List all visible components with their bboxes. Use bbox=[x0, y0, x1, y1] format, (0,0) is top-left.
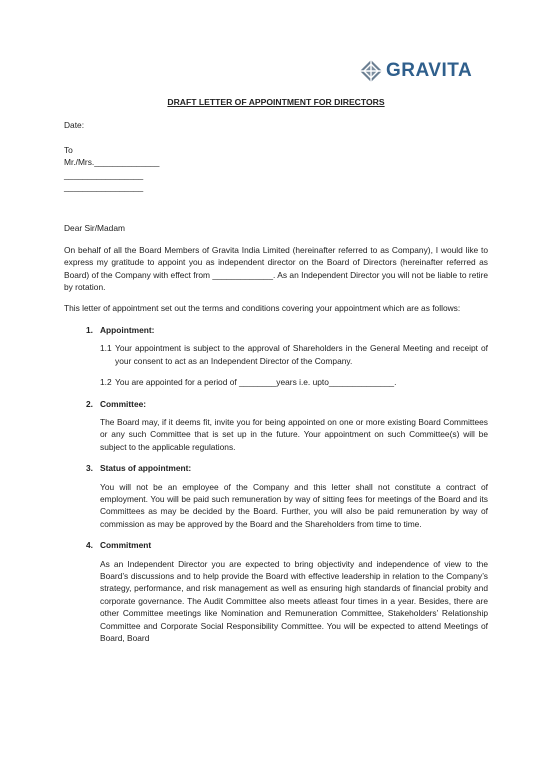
logo-text: GRAVITA bbox=[386, 60, 473, 81]
section-number: 2. bbox=[86, 398, 93, 409]
section-heading bbox=[86, 324, 488, 336]
clause-text: You are appointed for a period of ________years i.e. upto______________. bbox=[115, 377, 397, 388]
section-committee bbox=[86, 398, 488, 454]
gravita-logo-icon bbox=[360, 60, 382, 82]
section-number: 3. bbox=[86, 463, 93, 474]
section-body: You will not be an employee of the Company and this letter shall not constitute a contract of employment. You will be paid such remuneration by way of sitting fees for meetings of the Board and its Committees as may be decided by the Board. Further, you will also be paid remuneration by way of commission as may be approved by the Board and the Shareholders from time to time. bbox=[100, 481, 488, 529]
document-title: DRAFT LETTER OF APPOINTMENT FOR DIRECTORS bbox=[167, 97, 385, 107]
section-number: 4. bbox=[86, 540, 93, 551]
section-title: Committee: bbox=[100, 398, 147, 409]
address-line-3: _________________ bbox=[64, 182, 144, 193]
section-appointment bbox=[86, 324, 488, 389]
salutation: Dear Sir/Madam bbox=[64, 223, 125, 234]
section-status bbox=[86, 462, 488, 530]
section-number: 1. bbox=[86, 324, 93, 335]
address-to: To bbox=[64, 144, 73, 155]
section-heading bbox=[86, 462, 488, 474]
section-heading bbox=[86, 539, 488, 551]
clause-number: 1.1 bbox=[100, 343, 112, 354]
section-title: Status of appointment: bbox=[100, 463, 192, 474]
section-body: As an Independent Director you are expected to bring objectivity and independence of view to the Board’s discussions and to help provide the Board with effective leadership in relation to the Company’s strategy, performance, and risk management as well as ensuring high standards of financial probity and corporate governance. The Audit Committee also meets atleast four times in a year. Besides, there are other Committee meetings like Nomination and Remuneration Committee, Stakeholders’ Relationship Committee and Corporate Social Responsibility Committee. You will be expected to attend Meetings of Board, Board bbox=[100, 558, 488, 643]
clause-text: Your appointment is subject to the approval of Shareholders in the General Meeting and receipt of your consent to act as an Independent Director of the Company. bbox=[115, 343, 488, 366]
section-title: Appointment: bbox=[100, 324, 155, 335]
section-body: The Board may, if it deems fit, invite you for being appointed on one or more existing Board Committees or any such Committee that is set up in the future. Your appointment on such Committee(s) will be subject to the applicable regulations. bbox=[100, 416, 488, 452]
section-heading bbox=[86, 398, 488, 410]
intro-paragraph: On behalf of all the Board Members of Gravita India Limited (hereinafter referred to as Company), I would like to express my gratitude to appoint you as independent director on the Board of Directors (hereinafter referred as Board) of the Company with effect from _____________. As an Independent Director you will not be liable to retire by rotation. bbox=[64, 244, 488, 293]
section-title: Commitment bbox=[100, 540, 152, 551]
section-commitment bbox=[86, 539, 488, 644]
clause-number: 1.2 bbox=[100, 377, 112, 388]
terms-paragraph: This letter of appointment set out the terms and conditions covering your appointment which are as follows: bbox=[64, 303, 461, 314]
company-logo bbox=[360, 60, 472, 82]
date-label: Date: bbox=[64, 120, 85, 131]
letter-content bbox=[64, 96, 488, 644]
address-line-1: Mr./Mrs.______________ bbox=[64, 157, 160, 168]
address-line-2: _________________ bbox=[64, 169, 144, 180]
recipient-address bbox=[64, 144, 488, 194]
clause-1-1 bbox=[100, 342, 488, 367]
clause-1-2 bbox=[100, 376, 488, 388]
